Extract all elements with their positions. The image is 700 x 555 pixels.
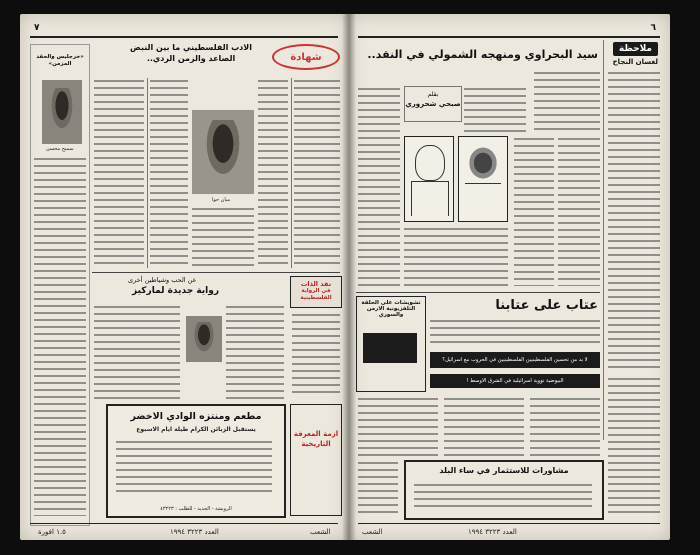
- text-col-3: [258, 78, 288, 268]
- text-col-4: [294, 78, 340, 268]
- byline-box: [404, 86, 462, 122]
- text-col-2: [150, 78, 188, 268]
- marquez-photo: [186, 316, 222, 362]
- corner-text: [608, 70, 660, 370]
- sidebar-photo: [42, 80, 82, 144]
- text-col-8: [292, 312, 340, 398]
- text-col-1: [94, 78, 144, 268]
- text-col-6: [94, 304, 180, 400]
- quote-strip-2-text: البيوضية نووية اسرائيلية في الشرق الاوسط !: [466, 378, 564, 384]
- center-photo-caption: مبان حوا: [212, 197, 231, 203]
- text-col-f: [404, 226, 508, 286]
- section-headline: عتاب على عتابنا: [495, 298, 598, 313]
- feature-label: [272, 44, 340, 70]
- ad-subtitle: يستقبل الزبائن الكرام طيلة ايام الاسبوع: [136, 426, 256, 433]
- sidebar-text: [34, 156, 86, 516]
- sidebar-photo-caption: سميح محسن: [46, 146, 74, 152]
- ad-title: مطعم ومنتزه الوادي الاخضر: [130, 411, 262, 422]
- quote-strip-1: [430, 352, 600, 368]
- page-number: ٦: [650, 23, 656, 33]
- history-box-title: ازمة المعرفة التاريخية: [293, 430, 339, 448]
- folio-name: الشعب: [310, 528, 331, 536]
- byline-name: صبحي شحروري: [405, 100, 461, 108]
- side-box-title: تشويشات على الحلقة: [361, 300, 421, 306]
- text-col-5: [192, 206, 254, 268]
- left-page: [20, 14, 348, 540]
- text-col-c: [514, 136, 554, 286]
- folio-issue: العدد ٣٢٢٣ ١٩٩٤: [170, 528, 219, 536]
- mid-title-box: [290, 276, 342, 308]
- side-box-subtitle-2: والسوري: [378, 312, 404, 318]
- history-box: [290, 404, 342, 516]
- newspaper-spread: [20, 14, 670, 540]
- text-col-e: [558, 136, 600, 286]
- text-col-g: [430, 318, 600, 348]
- restaurant-ad: [106, 404, 286, 518]
- main-headline: الادب الفلسطيني ما بين النبض الصاعد والزمن الردي..: [130, 43, 252, 63]
- text-col-d: [534, 70, 600, 130]
- right-page: [348, 14, 670, 540]
- main-headline: سيد البحراوي ومنهجه الشمولي في النقد..: [367, 48, 598, 61]
- text-col-k: [608, 376, 660, 516]
- folio-price: ١.٥ افورة: [38, 528, 66, 536]
- text-col-7: [226, 304, 284, 400]
- page-number: ٧: [34, 23, 40, 33]
- text-col-i: [444, 396, 524, 456]
- bottom-box-text: [414, 482, 592, 512]
- bottom-headline-2: رواية جديدة لماركيز: [132, 286, 220, 296]
- top-rule: [358, 36, 660, 38]
- ad-contact: الرويشة - الجديد - للطلب : ٤٣٢٢٣: [160, 506, 232, 512]
- sketch-portrait-1: [404, 136, 454, 222]
- side-box-image: [363, 333, 417, 363]
- top-rule: [30, 36, 338, 38]
- sketch-portrait-2: [458, 136, 508, 222]
- bottom-box-headline: مشاورات للاستثمار في ساء البلد: [439, 466, 569, 475]
- center-photo: [192, 110, 254, 194]
- folio-issue: العدد ٣٢٢٣ ١٩٩٤: [468, 528, 517, 536]
- feature-label-text: شهادة: [290, 51, 322, 63]
- mid-title-2: في الرواية الفلسطينية: [300, 288, 332, 301]
- folio-name: الشعب: [362, 528, 383, 536]
- bottom-headline-1: عن الحب وشياطين أخرى: [128, 276, 197, 284]
- text-col-h: [358, 396, 438, 456]
- byline-label: بقلم: [427, 91, 439, 98]
- side-box-subtitle: التلفزيونية الارمن: [366, 306, 416, 312]
- center-gutter: [342, 14, 356, 540]
- quote-strip-1-text: لا بد من تحسين الفلسطينيين الفلسطينيين في الحروب مع اسرائيل؟: [442, 357, 588, 363]
- quote-strip-2: [430, 374, 600, 388]
- corner-subtitle: لغسان النجاح: [612, 58, 658, 66]
- side-box: [356, 296, 426, 392]
- ad-body: [116, 439, 272, 495]
- text-col-j: [530, 396, 600, 456]
- text-col-b: [464, 86, 526, 132]
- bottom-box: [404, 460, 604, 520]
- text-col-l: [358, 460, 398, 516]
- text-col-a: [358, 86, 400, 286]
- sidebar-headline: «خرجليس والحقد المزمن»: [36, 54, 84, 67]
- mid-title-1: نقد الذات: [300, 280, 332, 288]
- corner-badge: ملاحظة: [613, 42, 658, 56]
